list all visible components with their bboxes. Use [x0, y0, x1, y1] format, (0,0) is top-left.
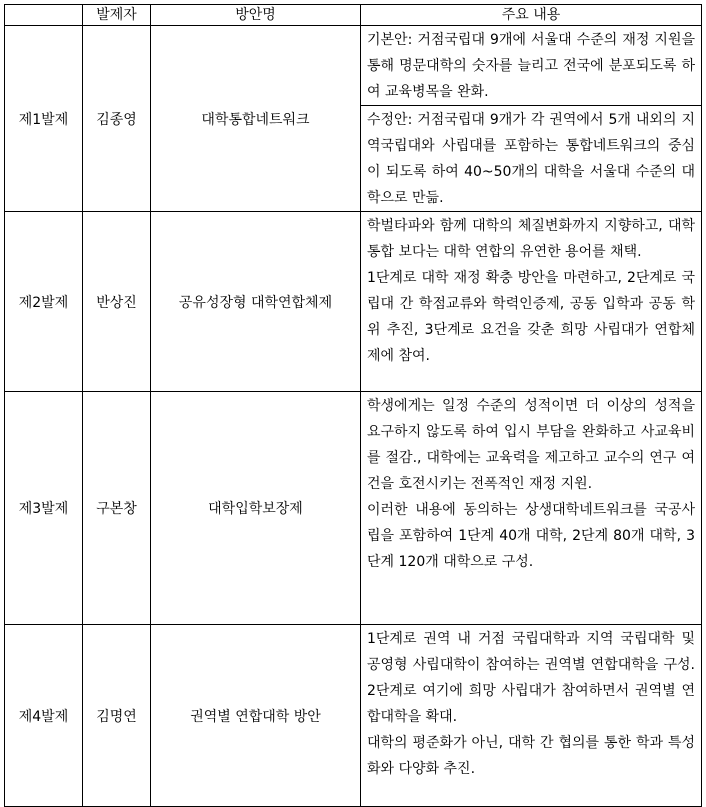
content-cell [361, 625, 702, 807]
header-cell-blank [5, 5, 83, 26]
presenter-name: 구본창 [83, 392, 151, 625]
content-paragraph: 학생에게는 일정 수준의 성적이면 더 이상의 성적을 요구하지 않도록 하여 입시 부담을 완화하고 사교육비를 절감., 대학에는 교육력을 제고하고 교수의 연구 여건을 호전시키는 전폭적인 재정 지원. [367, 398, 695, 492]
presenter-name: 김명연 [83, 625, 151, 807]
content-paragraph: 대학의 평준화가 아닌, 대학 간 협의를 통한 학과 특성화와 다양화 추진. [367, 735, 695, 777]
content-cell [361, 212, 702, 392]
header-plan-name: 방안명 [151, 5, 361, 26]
content-paragraph: 이러한 내용에 동의하는 상생대학네트워크를 국공사립을 포함하여 1단계 40개 대학, 2단계 80개 대학, 3단계 120개 대학으로 구성. [367, 502, 695, 570]
presenter-name: 김종영 [83, 26, 151, 212]
proposal-table [4, 4, 702, 807]
header-presenter: 발제자 [83, 5, 151, 26]
content-basic-plan: 기본안: 거점국립대 9개에 서울대 수준의 재정 지원을 통해 명문대학의 숫자를 늘리고 전국에 분포되도록 하여 교육병목을 완화. [367, 32, 695, 100]
content-paragraph: 1단계로 대학 재정 확충 방안을 마련하고, 2단계로 국립대 간 학점교류와 학력인증제, 공동 입학과 공동 학위 추진, 3단계로 요건을 갖춘 희망 사립대가 연합체제에 참여. [367, 270, 695, 364]
plan-name: 대학입학보장제 [151, 392, 361, 625]
table-row [5, 26, 702, 212]
table-row [5, 625, 702, 807]
content-paragraph: 학벌타파와 함께 대학의 체질변화까지 지향하고, 대학 통합 보다는 대학 연합의 유연한 용어를 채택. [367, 218, 695, 260]
plan-name: 권역별 연합대학 방안 [151, 625, 361, 807]
plan-name: 대학통합네트워크 [151, 26, 361, 212]
table-row [5, 392, 702, 625]
content-paragraph: 1단계로 권역 내 거점 국립대학과 지역 국립대학 및 공영형 사립대학이 참여하는 권역별 연합대학을 구성. 2단계로 여기에 희망 사립대가 참여하면서 권역별 연합대학을 확대. [367, 631, 695, 725]
header-row [5, 5, 702, 26]
presenter-name: 반상진 [83, 212, 151, 392]
plan-name: 공유성장형 대학연합체제 [151, 212, 361, 392]
content-cell [361, 392, 702, 625]
content-cell [361, 26, 702, 212]
row-label: 제2발제 [5, 212, 83, 392]
row-label: 제4발제 [5, 625, 83, 807]
header-main-content: 주요 내용 [361, 5, 702, 26]
row-label: 제1발제 [5, 26, 83, 212]
row-label: 제3발제 [5, 392, 83, 625]
table-row [5, 212, 702, 392]
content-revised-plan: 수정안: 거점국립대 9개가 각 권역에서 5개 내외의 지역국립대와 사립대를 포함하는 통합네트워크의 중심이 되도록 하여 40~50개의 대학을 서울대 수준의 대학으로 만듦. [361, 105, 701, 211]
